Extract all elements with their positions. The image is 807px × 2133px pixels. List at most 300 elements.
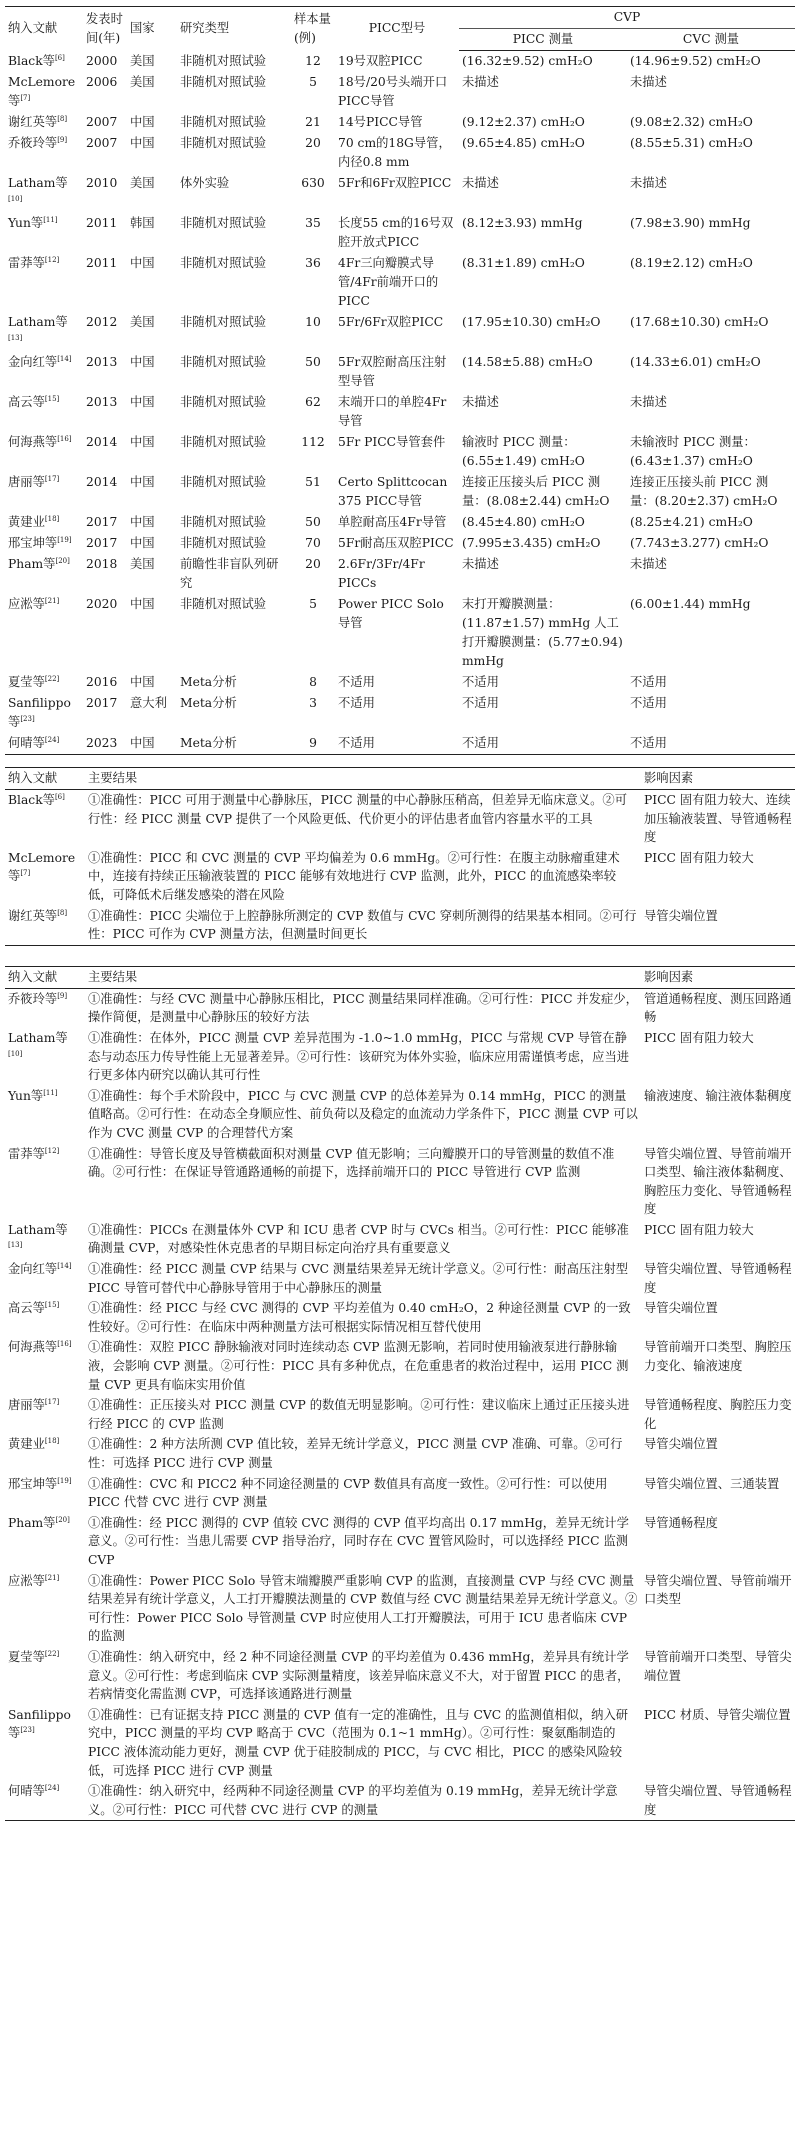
author-name: 唐丽等 — [8, 475, 45, 489]
table-row — [5, 312, 795, 352]
author-name: Latham等 — [8, 176, 68, 190]
table-row — [5, 1571, 795, 1647]
sample-size-cell: 12 — [305, 53, 321, 68]
picc-model-cell: 5Fr双腔耐高压注射型导管 — [338, 355, 447, 388]
year-cell: 2017 — [86, 536, 118, 550]
author-cell — [5, 1337, 85, 1395]
reference-number: [21] — [44, 596, 60, 605]
reference-number: [7] — [20, 93, 31, 102]
study-type-cell: 非随机对照试验 — [180, 75, 267, 89]
picc-model-cell: 19号双腔PICC — [338, 53, 423, 68]
author-name: Latham等 — [8, 315, 68, 329]
table-row — [5, 1474, 795, 1513]
cvp-cvc-cell: (8.25±4.21) cmH₂O — [630, 515, 753, 529]
year-cell: 2011 — [86, 216, 118, 230]
picc-model-cell: 70 cm的18G导管，内径0.8 mm — [338, 136, 451, 169]
sample-size-cell: 9 — [309, 736, 317, 750]
author-name: Sanfilippo等 — [8, 1707, 71, 1741]
main-result-cell: ①准确性：纳入研究中，经 2 种不同途径测量 CVP 的平均差值为 0.436 mmHg，差异具有统计学意义。②可行性：考虑到临床 CVP 实际测量精度，该差异临床意义不大，对于留置 PICC 的患者，若病情变化需监测 CVP，可选择该通路进行测量 — [88, 1649, 630, 1702]
author-cell — [5, 472, 83, 512]
main-result-cell: ①准确性：Power PICC Solo 导管末端瓣膜严重影响 CVP 的监测，直接测量 CVP 与经 CVC 测量结果差异有统计学意义，人工打开瓣膜法测量的 CVP 数值与经 CVC 测量结果差异无统计学意义。②可行性：Power PICC Solo 导管测量 CVP 时应使用人工打开瓣膜法，可用于 ICU 患者临床 CVP 的监测 — [88, 1573, 638, 1644]
country-cell: 美国 — [130, 75, 155, 89]
author-name: 雷莽等 — [8, 256, 45, 270]
header-country: 国家 — [130, 21, 155, 36]
author-name: Latham等 — [8, 1222, 68, 1237]
author-cell — [5, 1259, 85, 1298]
author-name: 唐丽等 — [8, 1398, 45, 1413]
cvp-cvc-cell: 不适用 — [630, 675, 667, 689]
picc-model-cell: 长度55 cm的16号双腔开放式PICC — [338, 216, 454, 249]
influencing-factor-cell: 导管通畅程度、胸腔压力变化 — [644, 1398, 792, 1431]
header-main-result: 主要结果 — [85, 966, 641, 988]
cvp-cvc-cell: (8.19±2.12) cmH₂O — [630, 256, 753, 270]
main-result-cell: ①准确性：PICC 和 CVC 测量的 CVP 平均偏差为 0.6 mmHg。②可行性：在腹主动脉瘤重建术中，连接有持续正压输液装置的 PICC 能够有效地进行 CVP 监测，此外，PICC 的血流感染率较低，可降低术后继发感染的潜在风险 — [88, 850, 620, 902]
country-cell: 中国 — [130, 675, 155, 689]
table-row — [5, 1337, 795, 1395]
influencing-factor-cell: 导管通畅程度 — [644, 1515, 718, 1530]
cvp-cvc-cell: 未描述 — [630, 557, 667, 571]
sample-size-cell: 50 — [305, 355, 321, 369]
author-name: 高云等 — [8, 395, 45, 409]
reference-number: [9] — [57, 991, 68, 1000]
table-row — [5, 1781, 795, 1821]
author-cell — [5, 352, 83, 392]
results-table-part1 — [5, 767, 795, 946]
picc-model-cell: 4Fr三向瓣膜式导管/4Fr前端开口的PICC — [338, 256, 439, 308]
main-result-cell: ①准确性：经 PICC 测得的 CVP 值较 CVC 测得的 CVP 值平均高出 0.17 mmHg，差异无统计学意义。②可行性：当患儿需要 CVP 指导治疗，同时存在 CVC 置管风险时，可以选择经 PICC 监测 CVP — [88, 1515, 629, 1567]
cvp-picc-cell: (8.45±4.80) cmH₂O — [462, 515, 585, 529]
main-result-cell: ①准确性：每个手术阶段中，PICC 与 CVC 测量 CVP 的总体差异为 0.14 mmHg，PICC 的测量值略高。②可行性：在动态全身顺应性、前负荷以及稳定的血流动力学条件下，PICC 测量 CVP 可以作为 CVC 测量 CVP 的合理替代方案 — [88, 1088, 638, 1140]
table-row — [5, 133, 795, 173]
picc-model-cell: 不适用 — [338, 675, 375, 689]
reference-number: [19] — [57, 1476, 72, 1485]
table-row — [5, 554, 795, 594]
table-row — [5, 432, 795, 472]
table-row — [5, 1028, 795, 1086]
author-name: Pham等 — [8, 557, 56, 571]
author-name: 何晴等 — [8, 736, 45, 750]
table-row — [5, 512, 795, 533]
author-cell — [5, 432, 83, 472]
author-cell — [5, 594, 83, 672]
reference-number: [8] — [57, 114, 68, 123]
header-author: 纳入文献 — [8, 21, 58, 36]
picc-model-cell: 18号/20号头端开口PICC导管 — [338, 75, 448, 108]
table-row — [5, 1086, 795, 1144]
author-name: 黄建业 — [8, 515, 45, 529]
table-row — [5, 1513, 795, 1571]
country-cell: 美国 — [130, 557, 155, 571]
author-cell — [5, 133, 83, 173]
sample-size-cell: 21 — [305, 115, 321, 129]
header-cvp: CVP — [459, 7, 795, 29]
main-result-cell: ①准确性：CVC 和 PICC2 种不同途径测量的 CVP 数值具有高度一致性。②可行性：可以使用 PICC 代替 CVC 进行 CVP 测量 — [88, 1476, 608, 1510]
table-row — [5, 1705, 795, 1781]
sample-size-cell: 70 — [305, 536, 321, 550]
reference-number: [14] — [57, 354, 72, 363]
year-cell: 2016 — [86, 675, 118, 689]
study-type-cell: 非随机对照试验 — [180, 515, 267, 529]
main-result-cell: ①准确性：经 PICC 与经 CVC 测得的 CVP 平均差值为 0.40 cmH₂O，2 种途径测量 CVP 的一致性较好。②可行性：在临床中两种测量方法可根据实际情况相互替代使用 — [88, 1301, 631, 1334]
main-result-cell: ①准确性：双腔 PICC 静脉输液对同时连续动态 CVP 监测无影响，若同时使用输液泵进行静脉输液，会影响 CVP 测量。②可行性：PICC 具有多种优点，在危重患者的救治过程中，运用 PICC 测量 CVP 更具有临床实用价值 — [88, 1340, 629, 1392]
author-name: 夏莹等 — [8, 1649, 45, 1664]
reference-number: [8] — [57, 908, 68, 917]
author-name: 何海燕等 — [8, 1340, 58, 1355]
influencing-factor-cell: PICC 固有阻力较大 — [644, 850, 754, 865]
header-cvp-cvc: CVC 测量 — [627, 29, 795, 51]
author-cell — [5, 392, 83, 432]
author-name: McLemore等 — [8, 850, 76, 884]
study-type-cell: 前瞻性非盲队列研究 — [180, 557, 279, 590]
author-name: Sanfilippo等 — [8, 696, 71, 729]
author-name: 邢宝坤等 — [8, 536, 58, 550]
author-name: 应淞等 — [8, 1573, 45, 1588]
header-cvp-picc: PICC 测量 — [459, 29, 627, 51]
cvp-picc-cell: (14.58±5.88) cmH₂O — [462, 355, 593, 369]
country-cell: 中国 — [130, 736, 155, 750]
main-result-cell: ①准确性：导管长度及导管横截面积对测量 CVP 值无影响；三向瓣膜开口的导管测量的数值不准确。②可行性：在保证导管通路通畅的前提下，选择前端开口的 PICC 导管进行 CVP 监测 — [88, 1146, 615, 1180]
reference-number: [16] — [57, 1340, 72, 1349]
influencing-factor-cell: 导管尖端位置、导管前端开口类型 — [644, 1573, 792, 1607]
author-cell — [5, 72, 83, 112]
author-name: 雷莽等 — [8, 1146, 45, 1161]
study-type-cell: 体外实验 — [180, 176, 230, 190]
header-influencing-factor: 影响因素 — [641, 966, 795, 988]
author-name: McLemore等 — [8, 75, 76, 108]
cvp-picc-cell: 不适用 — [462, 675, 499, 689]
table-row — [5, 848, 795, 906]
results-table-part2 — [5, 966, 795, 1822]
author-cell — [5, 1298, 85, 1337]
sample-size-cell: 8 — [309, 675, 317, 689]
sample-size-cell: 20 — [305, 136, 321, 150]
year-cell: 2023 — [86, 736, 118, 750]
reference-number: [13] — [8, 1241, 23, 1250]
influencing-factor-cell: 导管尖端位置 — [644, 1437, 718, 1452]
table-row — [5, 790, 795, 848]
author-cell — [5, 1028, 85, 1086]
table-row — [5, 51, 795, 73]
cvp-picc-cell: (17.95±10.30) cmH₂O — [462, 315, 601, 329]
country-cell: 意大利 — [130, 696, 167, 710]
cvp-cvc-cell: 未描述 — [630, 176, 667, 190]
country-cell: 中国 — [130, 515, 155, 529]
country-cell: 中国 — [130, 355, 155, 369]
reference-number: [6] — [54, 53, 65, 62]
year-cell: 2017 — [86, 515, 118, 529]
author-cell — [5, 554, 83, 594]
influencing-factor-cell: 导管尖端位置、导管通畅程度 — [644, 1262, 792, 1295]
cvp-cvc-cell: 连接正压接头前 PICC 测量：(8.20±2.37) cmH₂O — [630, 475, 778, 508]
table-row — [5, 1395, 795, 1434]
author-cell — [5, 1434, 85, 1473]
cvp-picc-cell: (7.995±3.435) cmH₂O — [462, 536, 601, 550]
header-sample-size: 样本量(例) — [294, 11, 331, 45]
author-name: 何晴等 — [8, 1784, 45, 1799]
sample-size-cell: 630 — [301, 176, 325, 190]
reference-number: [7] — [20, 869, 31, 878]
author-name: 邢宝坤等 — [8, 1476, 58, 1491]
year-cell: 2020 — [86, 597, 118, 611]
picc-model-cell: 5Fr和6Fr双腔PICC — [338, 176, 452, 190]
author-name: 谢红英等 — [8, 115, 58, 129]
cvp-picc-cell: 未描述 — [462, 557, 499, 571]
cvp-picc-cell: 未描述 — [462, 395, 499, 409]
year-cell: 2013 — [86, 355, 118, 369]
header-main-result: 主要结果 — [85, 768, 641, 790]
main-result-cell: ①准确性：在体外，PICC 测量 CVP 差异范围为 -1.0~1.0 mmHg，PICC 与常规 CVP 导管在静态与动态压力传导性能上无显著差异。②可行性：该研究为体外实验，临床应用需谨慎考虑，应当进行更多体内研究以确认其可行性 — [88, 1030, 630, 1083]
year-cell: 2013 — [86, 395, 118, 409]
cvp-picc-cell: 不适用 — [462, 696, 499, 710]
author-cell — [5, 672, 83, 693]
reference-number: [18] — [44, 1437, 60, 1446]
reference-number: [21] — [44, 1573, 60, 1582]
sample-size-cell: 62 — [305, 395, 321, 409]
reference-number: [20] — [55, 1515, 70, 1524]
year-cell: 2018 — [86, 557, 118, 571]
cvp-cvc-cell: (17.68±10.30) cmH₂O — [630, 315, 769, 329]
author-cell — [5, 51, 83, 73]
study-type-cell: 非随机对照试验 — [180, 395, 267, 409]
main-result-cell: ①准确性：PICC 尖端位于上腔静脉所测定的 CVP 数值与 CVC 穿刺所测得的结果基本相同。②可行性：PICC 可作为 CVP 测量方法，但测量时间更长 — [88, 908, 637, 942]
table-row — [5, 594, 795, 672]
sample-size-cell: 3 — [309, 696, 317, 710]
influencing-factor-cell: 导管前端开口类型、胸腔压力变化、输液速度 — [644, 1340, 792, 1374]
cvp-picc-cell: 不适用 — [462, 736, 499, 750]
year-cell: 2000 — [86, 53, 118, 68]
reference-number: [12] — [44, 255, 60, 264]
reference-number: [11] — [43, 1088, 58, 1097]
author-cell — [5, 906, 85, 946]
picc-model-cell: 不适用 — [338, 736, 375, 750]
table-row — [5, 988, 795, 1028]
author-name: Black等 — [8, 793, 55, 807]
picc-model-cell: Power PICC Solo导管 — [338, 597, 444, 630]
table-row — [5, 1220, 795, 1259]
header-influencing-factor: 影响因素 — [641, 768, 795, 790]
reference-number: [23] — [20, 714, 35, 723]
author-cell — [5, 533, 83, 554]
sample-size-cell: 36 — [305, 256, 321, 270]
reference-number: [6] — [54, 792, 65, 801]
country-cell: 美国 — [130, 53, 155, 68]
sample-size-cell: 5 — [309, 597, 317, 611]
influencing-factor-cell: 输液速度、输注液体黏稠度 — [644, 1088, 792, 1103]
author-cell — [5, 213, 83, 253]
reference-number: [11] — [43, 215, 58, 224]
author-name: 乔筱玲等 — [8, 136, 58, 150]
cvp-cvc-cell: (6.00±1.44) mmHg — [630, 597, 751, 611]
author-cell — [5, 848, 85, 906]
author-cell — [5, 312, 83, 352]
cvp-cvc-cell: 不适用 — [630, 696, 667, 710]
reference-number: [24] — [44, 1784, 60, 1792]
reference-number: [23] — [20, 1726, 35, 1735]
reference-number: [24] — [44, 735, 60, 744]
picc-model-cell: 单腔耐高压4Fr导管 — [338, 515, 447, 529]
year-cell: 2007 — [86, 115, 118, 129]
author-cell — [5, 1474, 85, 1513]
reference-number: [19] — [57, 535, 72, 544]
reference-number: [14] — [57, 1261, 72, 1270]
author-cell — [5, 988, 85, 1028]
table-row — [5, 213, 795, 253]
cvp-cvc-cell: (8.55±5.31) cmH₂O — [630, 136, 753, 150]
picc-model-cell: 5Fr PICC导管套件 — [338, 435, 446, 449]
table-row — [5, 533, 795, 554]
cvp-cvc-cell: (7.98±3.90) mmHg — [630, 216, 751, 230]
table-row — [5, 1259, 795, 1298]
main-result-cell: ①准确性：正压接头对 PICC 测量 CVP 的数值无明显影响。②可行性：建议临床上通过正压接头进行经 PICC 的 CVP 监测 — [88, 1398, 630, 1431]
picc-model-cell: 不适用 — [338, 696, 375, 710]
main-result-cell: ①准确性：已有证据支持 PICC 测量的 CVP 值有一定的准确性，且与 CVC 的监测值相似，纳入研究中，PICC 测量的平均 CVP 略高于 CVC（范围为 0.1~1 mmHg）。②可行性：聚氨酯制造的 PICC 液体流动能力更好，测量 CVP 优于硅胶制成的 PICC，与 CVC 相比，PICC 的感染风险较低，可选择 PICC 进行 CVP 测量 — [88, 1707, 629, 1778]
study-type-cell: 非随机对照试验 — [180, 136, 267, 150]
author-cell — [5, 733, 83, 755]
main-result-cell: ①准确性：与经 CVC 测量中心静脉压相比，PICC 测量结果同样准确。②可行性：PICC 并发症少，操作简便，是测量中心静脉压的较好方法 — [88, 991, 638, 1025]
country-cell: 韩国 — [130, 216, 155, 230]
author-name: 何海燕等 — [8, 435, 58, 449]
cvp-cvc-cell: (14.33±6.01) cmH₂O — [630, 355, 761, 369]
country-cell: 中国 — [130, 435, 155, 449]
header-picc-model: PICC型号 — [368, 21, 426, 36]
study-type-cell: 非随机对照试验 — [180, 256, 267, 270]
author-name: 高云等 — [8, 1301, 45, 1316]
reference-number: [16] — [57, 434, 72, 443]
year-cell: 2011 — [86, 256, 118, 270]
author-cell — [5, 1086, 85, 1144]
table-row — [5, 352, 795, 392]
influencing-factor-cell: PICC 固有阻力较大 — [644, 1030, 754, 1045]
cvp-cvc-cell: 未输液时 PICC 测量：(6.43±1.37) cmH₂O — [630, 435, 756, 468]
year-cell: 2010 — [86, 176, 118, 190]
picc-model-cell: 末端开口的单腔4Fr导管 — [338, 395, 447, 428]
reference-number: [20] — [55, 556, 70, 565]
picc-model-cell: 5Fr耐高压双腔PICC — [338, 536, 454, 550]
header-year: 发表时间(年) — [86, 11, 123, 45]
author-name: 黄建业 — [8, 1437, 45, 1452]
cvp-picc-cell: (8.31±1.89) cmH₂O — [462, 256, 585, 270]
country-cell: 中国 — [130, 136, 155, 150]
sample-size-cell: 112 — [301, 435, 325, 449]
country-cell: 美国 — [130, 176, 155, 190]
author-cell — [5, 173, 83, 213]
cvp-picc-cell: 输液时 PICC 测量：(6.55±1.49) cmH₂O — [462, 435, 585, 468]
author-name: 夏莹等 — [8, 675, 45, 689]
reference-number: [13] — [8, 333, 23, 342]
sample-size-cell: 20 — [305, 557, 321, 571]
author-cell — [5, 1647, 85, 1705]
author-cell — [5, 112, 83, 133]
author-name: 金向红等 — [8, 1262, 58, 1277]
study-type-cell: 非随机对照试验 — [180, 475, 267, 489]
main-result-cell: ①准确性：经 PICC 测量 CVP 结果与 CVC 测量结果差异无统计学意义。②可行性：耐高压注射型 PICC 导管可替代中心静脉导管用于中心静脉压的测量 — [88, 1262, 629, 1295]
sample-size-cell: 35 — [305, 216, 321, 230]
study-type-cell: 非随机对照试验 — [180, 435, 267, 449]
influencing-factor-cell: 导管前端开口类型、导管尖端位置 — [644, 1649, 792, 1683]
header-author: 纳入文献 — [5, 966, 85, 988]
author-name: Pham等 — [8, 1515, 56, 1530]
author-name: 乔筱玲等 — [8, 991, 58, 1006]
picc-model-cell: 2.6Fr/3Fr/4Fr PICCs — [338, 557, 425, 590]
table-row — [5, 253, 795, 312]
reference-number: [15] — [44, 394, 60, 403]
main-result-cell: ①准确性：PICC 可用于测量中心静脉压，PICC 测量的中心静脉压稍高，但差异无临床意义。②可行性：经 PICC 测量 CVP 提供了一个风险更低、代价更小的评估患者血管内容量水平的工具 — [88, 793, 627, 826]
table-row — [5, 1144, 795, 1220]
table-row — [5, 672, 795, 693]
influencing-factor-cell: PICC 固有阻力较大、连续加压输液装置、导管通畅程度 — [644, 793, 792, 845]
author-cell — [5, 693, 83, 733]
influencing-factor-cell: 导管尖端位置 — [644, 1301, 718, 1316]
author-name: 谢红英等 — [8, 908, 58, 923]
author-name: Black等 — [8, 53, 55, 68]
country-cell: 美国 — [130, 315, 155, 329]
picc-model-cell: 14号PICC导管 — [338, 115, 423, 129]
cvp-picc-cell: (9.12±2.37) cmH₂O — [462, 115, 585, 129]
author-name: 应淞等 — [8, 597, 45, 611]
year-cell: 2017 — [86, 696, 118, 710]
reference-number: [22] — [44, 674, 60, 683]
reference-number: [15] — [44, 1301, 60, 1310]
main-result-cell: ①准确性：2 种方法所测 CVP 值比较，差异无统计学意义，PICC 测量 CVP 准确、可靠。②可行性：可选择 PICC 进行 CVP 测量 — [88, 1437, 623, 1470]
study-type-cell: Meta分析 — [180, 696, 237, 710]
table-row — [5, 693, 795, 733]
influencing-factor-cell: PICC 材质、导管尖端位置 — [644, 1707, 791, 1722]
cvp-cvc-cell: (14.96±9.52) cmH₂O — [630, 54, 761, 68]
main-result-cell: ①准确性：纳入研究中，经两种不同途径测量 CVP 的平均差值为 0.19 mmHg，差异无统计学意义。②可行性：PICC 可代替 CVC 进行 CVP 的测量 — [88, 1784, 618, 1817]
author-cell — [5, 1705, 85, 1781]
study-type-cell: 非随机对照试验 — [180, 53, 267, 68]
year-cell: 2007 — [86, 136, 118, 150]
author-cell — [5, 253, 83, 312]
influencing-factor-cell: PICC 固有阻力较大 — [644, 1222, 754, 1237]
country-cell: 中国 — [130, 475, 155, 489]
country-cell: 中国 — [130, 256, 155, 270]
study-characteristics-table — [5, 6, 795, 755]
influencing-factor-cell: 导管尖端位置 — [644, 908, 718, 923]
country-cell: 中国 — [130, 536, 155, 550]
study-type-cell: Meta分析 — [180, 675, 237, 689]
year-cell: 2006 — [86, 75, 118, 89]
cvp-cvc-cell: 未描述 — [630, 75, 667, 89]
study-type-cell: 非随机对照试验 — [180, 115, 267, 129]
influencing-factor-cell: 管道通畅程度、测压回路通畅 — [644, 991, 792, 1025]
main-result-cell: ①准确性：PICCs 在测量体外 CVP 和 ICU 患者 CVP 时与 CVCs 相当。②可行性：PICC 能够准确测量 CVP，对感染性休克患者的早期目标定向治疗具有重要意义 — [88, 1222, 629, 1256]
table-row — [5, 906, 795, 946]
year-cell: 2014 — [86, 435, 118, 449]
cvp-cvc-cell: 未描述 — [630, 395, 667, 409]
document-page — [5, 0, 795, 1821]
reference-number: [12] — [44, 1146, 60, 1155]
sample-size-cell: 5 — [309, 75, 317, 89]
sample-size-cell: 10 — [305, 315, 321, 329]
author-cell — [5, 1513, 85, 1571]
reference-number: [17] — [44, 474, 60, 483]
study-type-cell: 非随机对照试验 — [180, 536, 267, 550]
header-study-type: 研究类型 — [180, 21, 230, 36]
study-type-cell: 非随机对照试验 — [180, 315, 267, 329]
author-cell — [5, 1571, 85, 1647]
reference-number: [10] — [8, 1049, 23, 1058]
author-cell — [5, 1395, 85, 1434]
author-name: Yun等 — [8, 1088, 44, 1103]
table-row — [5, 392, 795, 432]
cvp-picc-cell: (9.65±4.85) cmH₂O — [462, 136, 585, 150]
study-type-cell: 非随机对照试验 — [180, 597, 267, 611]
reference-number: [10] — [8, 194, 23, 203]
influencing-factor-cell: 导管尖端位置、导管前端开口类型、输注液体黏稠度、胸腔压力变化、导管通畅程度 — [644, 1146, 792, 1217]
influencing-factor-cell: 导管尖端位置、导管通畅程度 — [644, 1784, 792, 1817]
sample-size-cell: 50 — [305, 515, 321, 529]
